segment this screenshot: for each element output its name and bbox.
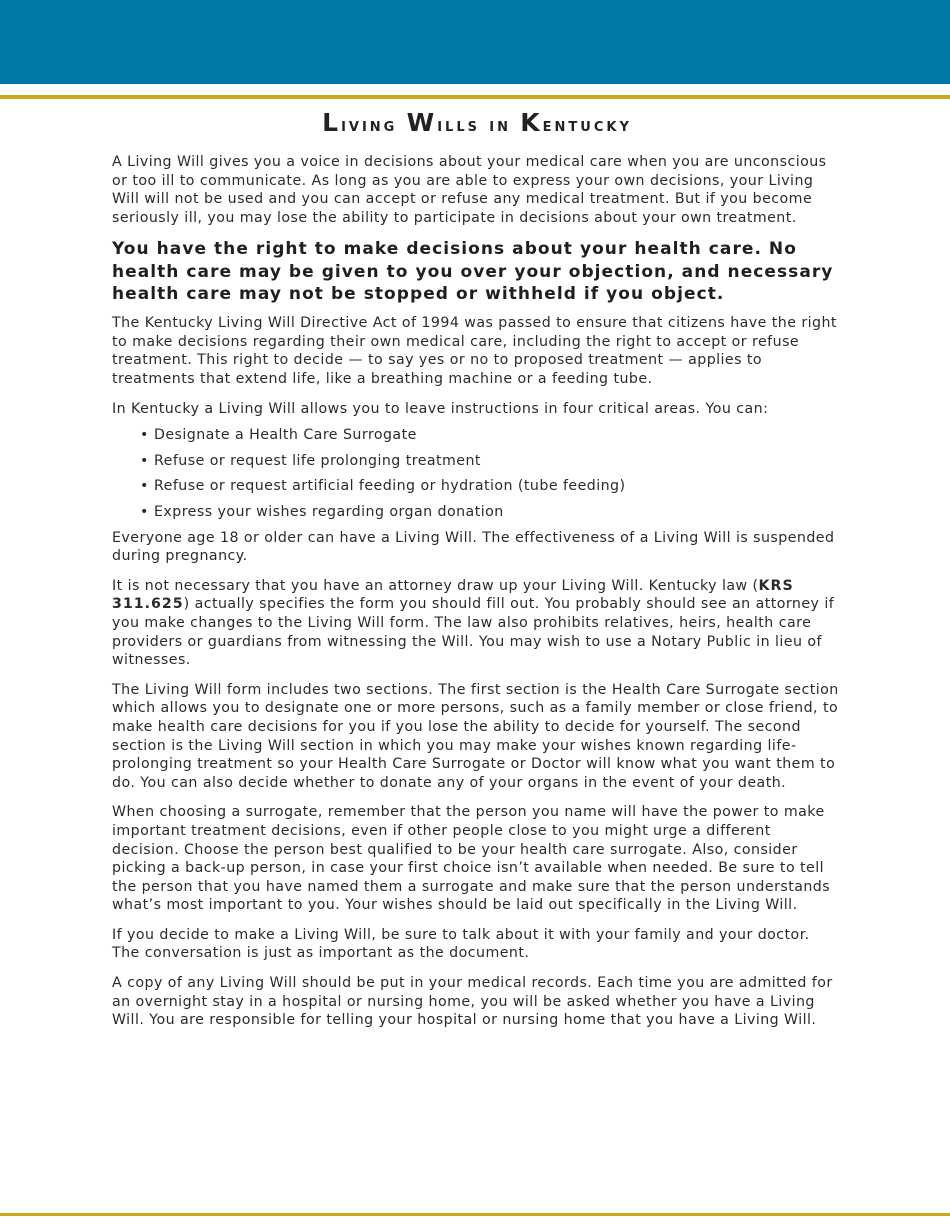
list-item-text: Refuse or request artificial feeding or hydration (tube feeding) — [154, 478, 626, 495]
records-paragraph: A copy of any Living Will should be put in your medical records. Each time you are admitted for an overnight stay in a hospital or nursing home, you will be asked whether you have a Living Will. You are responsible for telling your hospital or nursing home that you have a Living Will. — [112, 975, 833, 1029]
list-item-text: Refuse or request life prolonging treatment — [154, 452, 481, 469]
sections-paragraph: The Living Will form includes two sections. The first section is the Health Care Surrogate section which allows you to designate one or more persons, such as a family member or close friend, to make health care decisions for you if you lose the ability to decide for yourself. The second section is the Living Will section in which you may make your wishes known regarding life-prolonging treatment so your Health Care Surrogate or Doctor will know what you want them to do. You can also decide whether to donate any of your organs in the event of your death. — [112, 681, 839, 791]
surrogate-paragraph: When choosing a surrogate, remember that the person you name will have the power to make important treatment decisions, even if other people close to you might urge a different decision. Choose the person best qualified to be your health care surrogate. Also, consider picking a back-up person, in case your first choice isn’t available when needed. Be sure to tell the person that you have named them a surrogate and make sure that the person understands what’s most important to you. Your wishes should be laid out specifically in the Living Will. — [112, 804, 831, 914]
areas-intro-paragraph: In Kentucky a Living Will allows you to leave instructions in four critical areas. You can: — [112, 400, 769, 417]
bullet-icon: • — [140, 427, 149, 444]
title-word-3: entucky — [542, 115, 632, 136]
list-item-text: Designate a Health Care Surrogate — [154, 427, 417, 444]
list-item — [140, 503, 842, 522]
list-item — [140, 452, 842, 471]
age-paragraph: Everyone age 18 or older can have a Living Will. The effectiveness of a Living Will is suspended during pregnancy. — [112, 529, 835, 565]
attorney-text-end: ) actually specifies the form you should fill out. You probably should see an attorney if you make changes to the Living Will form. The law also prohibits relatives, heirs, health care providers or guardians from witnessing the Will. You may wish to use a Notary Public in lieu of witnesses. — [112, 596, 835, 669]
title-word-2: ills in — [437, 115, 511, 136]
areas-list — [112, 426, 842, 521]
krs-citation: KRS 311.625 — [112, 577, 794, 613]
intro-paragraph: A Living Will gives you a voice in decisions about your medical care when you are unconscious or too ill to communicate. As long as you are able to express your own decisions, your Living Will will not be used and you can accept or refuse any medical treatment. But if you become seriously ill, you may lose the ability to participate in decisions about your own treatment. — [112, 154, 827, 226]
rights-statement: You have the right to make decisions about your health care. No health care may be given to you over your objection, and necessary health care may not be stopped or withheld if you object. — [112, 239, 834, 304]
list-item-text: Express your wishes regarding organ donation — [154, 504, 504, 521]
act-paragraph: The Kentucky Living Will Directive Act of 1994 was passed to ensure that citizens have the right to make decisions regarding their own medical care, including the right to accept or refuse treatment. This right to decide — to say yes or no to proposed treatment — applies to treatments that extend life, like a breathing machine or a feeding tube. — [112, 315, 837, 388]
document-body — [112, 106, 842, 1041]
title-initial-2: W — [406, 108, 438, 137]
header-rule — [0, 95, 950, 99]
list-item — [140, 477, 842, 496]
header-band — [0, 0, 950, 84]
title-word-1: iving — [341, 115, 398, 136]
title-initial-1: L — [322, 108, 342, 137]
footer-rule — [0, 1213, 950, 1216]
attorney-paragraph — [112, 577, 842, 670]
title-initial-3: K — [520, 108, 543, 137]
list-item — [140, 426, 842, 445]
page-title — [112, 106, 842, 143]
bullet-icon: • — [140, 504, 149, 521]
bullet-icon: • — [140, 478, 149, 495]
bullet-icon: • — [140, 452, 149, 469]
talk-paragraph: If you decide to make a Living Will, be sure to talk about it with your family and your doctor. The conversation is just as important as the document. — [112, 926, 810, 962]
attorney-text-start: It is not necessary that you have an attorney draw up your Living Will. Kentucky law ( — [112, 577, 759, 594]
